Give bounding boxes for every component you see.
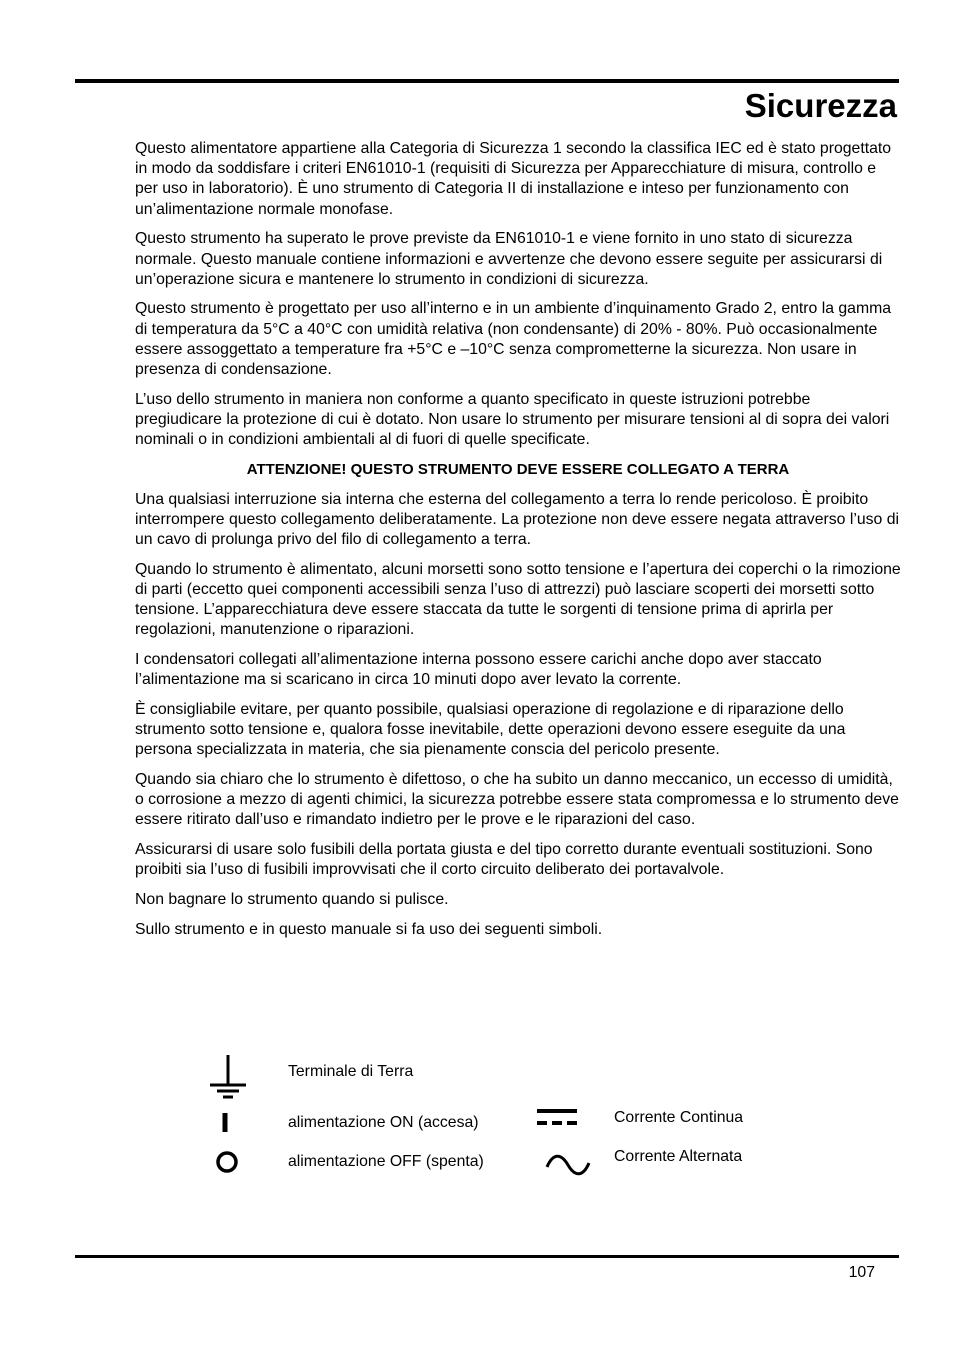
- paragraph: Questo strumento ha superato le prove previste da EN61010-1 e viene fornito in uno stato di sicurezza normale. Questo manuale contiene informazioni e avvertenze che devono essere seguite per assicurarsi di un’operazione sicura e mantenere lo strumento in condizioni di sicurezza.: [135, 230, 883, 288]
- paragraph: Sullo strumento e in questo manuale si fa uso dei seguenti simboli.: [135, 920, 603, 938]
- ac-label: Corrente Alternata: [614, 1148, 743, 1165]
- earth-ground-icon: [208, 1055, 248, 1101]
- alternating-current-icon: [545, 1151, 591, 1179]
- page-number: 107: [848, 1264, 875, 1281]
- page-title: Sicurezza: [744, 87, 897, 124]
- header-rule: [75, 79, 899, 83]
- paragraph: Quando sia chiaro che lo strumento è difettoso, o che ha subito un danno meccanico, un eccesso di umidità, o corrosione a mezzo di agenti chimici, la sicurezza potrebbe essere stata compromessa e lo strumento deve essere ritirato dall’uso e rimandato indietro per le prove e le riparazioni del caso.: [135, 770, 899, 829]
- paragraph: Assicurarsi di usare solo fusibili della portata giusta e del tipo corretto durante eventuali sostituzioni. Sono proibiti sia l’uso di fusibili improvvisati che il corto circuito deliberato dei portavalvole.: [135, 841, 873, 879]
- power-on-icon: [220, 1113, 230, 1133]
- paragraph: I condensatori collegati all’alimentazione interna possono essere carichi anche dopo aver staccato l’alimentazione ma si scaricano in circa 10 minuti dopo aver levato la corrente.: [135, 650, 822, 689]
- paragraph: Quando lo strumento è alimentato, alcuni morsetti sono sotto tensione e l’apertura dei coperchi o la rimozione di parti (eccetto quei componenti accessibili senza l’uso di attrezzi) può lasciare scoperti dei morsetti sotto tensione. L’apparecchiatura deve essere staccata da tutte le sorgenti di tensione prima di aprirla per regolazioni, manutenzione o riparazioni.: [135, 560, 901, 639]
- power-off-icon: [214, 1150, 240, 1176]
- paragraph: È consigliabile evitare, per quanto possibile, qualsiasi operazione di regolazione e di riparazione dello strumento sotto tensione e, qualora fosse inevitabile, dette operazioni devono essere eseguite da una persona specializzata in materia, che sia pienamente conscia del pericolo presente.: [135, 700, 846, 759]
- paragraph: Non bagnare lo strumento quando si pulisce.: [135, 891, 449, 908]
- footer-rule: [75, 1255, 899, 1258]
- dc-label: Corrente Continua: [614, 1109, 744, 1126]
- direct-current-icon: [536, 1107, 578, 1129]
- paragraph: L’uso dello strumento in maniera non conforme a quanto specificato in queste istruzioni potrebbe pregiudicare la protezione di cui è dotato. Non usare lo strumento per misurare tensioni al di sopra dei valori nominali o in condizioni ambientali al di fuori di quelle specificate.: [135, 390, 890, 449]
- paragraph: Una qualsiasi interruzione sia interna che esterna del collegamento a terra lo rende pericoloso. È proibito interrompere questo collegamento deliberatamente. La protezione non deve essere negata attraverso l’uso di un cavo di prolunga privo del filo di collegamento a terra.: [135, 490, 899, 548]
- power-on-label: alimentazione ON (accesa): [288, 1114, 479, 1131]
- power-off-label: alimentazione OFF (spenta): [288, 1153, 484, 1170]
- paragraph: Questo strumento è progettato per uso all’interno e in un ambiente d’inquinamento Grado 2, entro la gamma di temperatura da 5°C a 40°C con umidità relativa (non condensante) di 20% - 80%. Può occasionalmente essere assoggettato a temperature fra +5°C e –10°C senza comprometterne la sicurezza. Non usare in presenza di condensazione.: [135, 300, 892, 379]
- paragraph: Questo alimentatore appartiene alla Categoria di Sicurezza 1 secondo la classifica IEC ed è stato progettato in modo da soddisfare i criteri EN61010-1 (requisiti di Sicurezza per Apparecchiature di misura, controllo e per uso in laboratorio). È uno strumento di Categoria II di installazione e inteso per funzionamento con un’alimentazione normale monofase.: [135, 140, 892, 218]
- body-text: [135, 139, 901, 949]
- earth-label: Terminale di Terra: [288, 1063, 414, 1080]
- warning-heading: ATTENZIONE! QUESTO STRUMENTO DEVE ESSERE COLLEGATO A TERRA: [246, 460, 790, 478]
